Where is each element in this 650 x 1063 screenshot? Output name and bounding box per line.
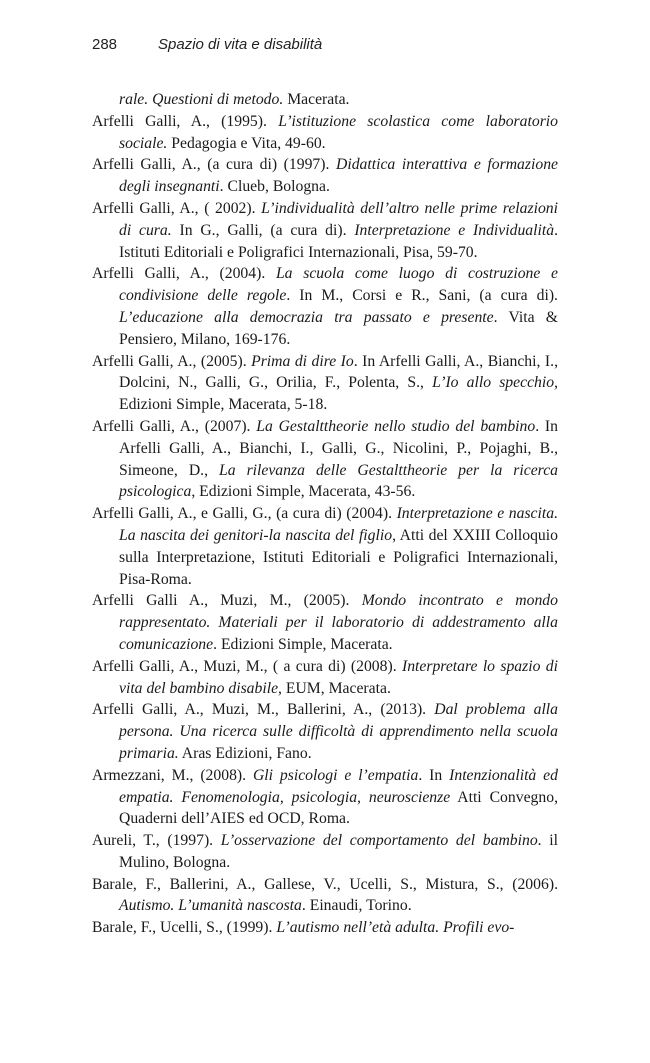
reference-title: rale. Questioni di metodo. [119,91,284,108]
reference-text: . In Arfelli Galli, A., Bianchi, I., Dolcini, N., Galli, G., Orilia, F., Polenta, S., [119,352,558,392]
reference-text: . Einaudi, Torino. [301,897,412,915]
reference-text: , Edizioni Simple, Macerata, 5-18. [119,374,558,414]
reference-text: Arfelli Galli, A., (1995). [92,112,279,130]
reference-entry [92,699,558,764]
reference-title: Dal problema alla persona. Una ricerca sulle difficoltà di apprendimento nella scuola primaria. [119,701,558,762]
reference-text: Atti Convegno, Quaderni dell’AIES ed OCD, Roma. [119,788,558,828]
reference-entry [92,154,558,198]
reference-title: L’Io allo specchio [432,374,555,392]
reference-text: Arfelli Galli, A., ( 2002). [92,199,262,217]
reference-title: La Gestalttheorie nello studio del bambino [256,417,536,435]
reference-text: Aras Edizioni, Fano. [178,744,312,762]
reference-title: Didattica interattiva e formazione degli insegnanti [119,156,559,196]
reference-text: Arfelli Galli, A., e Galli, G., (a cura di) (2004). [92,505,397,523]
reference-text: . In Arfelli Galli, A., Bianchi, I., Galli, G., Nicolini, P., Pojaghi, B., Simeone, D., [119,417,558,479]
reference-title: L’individualità dell’altro nelle prime relazioni di cura. [119,199,558,239]
reference-title: La rilevanza delle Gestalttheorie per la ricerca psicologica [119,461,558,501]
reference-text: Arfelli Galli, A., Muzi, M., ( a cura di) (2008). [92,657,402,675]
reference-text: Arfelli Galli, A., (2007). [92,417,257,435]
reference-text: . Vita & Pensiero, Milano, 169-176. [119,308,558,348]
reference-entry [92,111,558,155]
reference-title: La scuola come luogo di costruzione e condivisione delle regole [119,265,558,305]
reference-entry [92,351,558,416]
reference-text: Armezzani, M., (2008). [92,766,253,784]
reference-text: . In M., Corsi e R., Sani, (a cura di). [286,287,558,305]
page-number: 288 [92,36,118,53]
reference-text: , Edizioni Simple, Macerata, 43-56. [191,483,416,501]
reference-entry [92,874,558,918]
reference-list [92,89,558,939]
reference-entry [92,503,558,590]
reference-text: Arfelli Galli, A., Muzi, M., Ballerini, A., (2013). [92,701,435,719]
reference-title: Intenzionalità ed empatia. Fenomenologia, psicologia, neuroscienze [119,766,558,806]
reference-entry [92,590,558,655]
reference-title: Gli psicologi e l’empatia [252,766,419,784]
reference-text: Arfelli Galli, A., (2004). [92,265,276,283]
reference-title: Mondo incontrato e mondo rappresentato. Materiali per il laboratorio di addestramento alla comunicazione [119,592,558,653]
reference-title: Prima di dire Io [251,352,354,370]
reference-entry [92,263,558,350]
reference-text: . il Mulino, Bologna. [119,832,558,871]
reference-title: Autismo. L’umanità nascosta [119,897,302,915]
reference-title: Interpretazione e Individualità [354,221,555,239]
reference-text: . Clueb, Bologna. [219,178,330,196]
reference-text: Pedagogia e Vita, 49-60. [167,134,326,152]
reference-text: Arfelli Galli, A., (2005). [92,352,252,370]
reference-text: Arfelli Galli, A., (a cura di) (1997). [92,156,337,174]
reference-title: L’autismo nell’età adulta. Profili evo- [276,919,515,937]
reference-text: . Istituti Editoriali e Poligrafici Internazionali, Pisa, 59-70. [119,221,558,261]
reference-text: . Edizioni Simple, Macerata. [213,635,393,653]
reference-entry [92,830,558,874]
reference-entry [92,416,558,503]
reference-entry [92,765,558,830]
reference-text: In G., Galli, (a cura di). [171,221,355,239]
running-title: Spazio di vita e disabilità [158,36,323,53]
reference-text: Barale, F., Ucelli, S., (1999). [92,919,277,937]
reference-title: Interpretazione e nascita. La nascita dei genitori-la nascita del figlio [119,505,558,544]
reference-text: . In [418,766,450,784]
reference-text: , Atti del XXIII Colloquio sulla Interpretazione, Istituti Editoriali e Poligrafici Internazionali, Pisa-Roma. [119,526,558,588]
reference-text: Macerata. [283,91,350,108]
reference-entry [92,89,558,111]
reference-text: Arfelli Galli A., Muzi, M., (2005). [92,592,362,610]
page-header [92,36,562,53]
reference-title: L’istituzione scolastica come laboratorio sociale. [119,112,559,152]
reference-text: Aureli, T., (1997). [92,832,221,850]
reference-title: L’educazione alla democrazia tra passato e presente [119,308,494,326]
reference-entry [92,656,558,700]
reference-text: Barale, F., Ballerini, A., Gallese, V., Ucelli, S., Mistura, S., (2006). [92,875,558,893]
reference-entry [92,917,558,939]
reference-text: , EUM, Macerata. [278,679,391,697]
reference-title: Interpretare lo spazio di vita del bambino disabile [119,657,558,697]
reference-title: L’osservazione del comportamento del bambino [220,832,538,850]
reference-entry [92,198,558,263]
